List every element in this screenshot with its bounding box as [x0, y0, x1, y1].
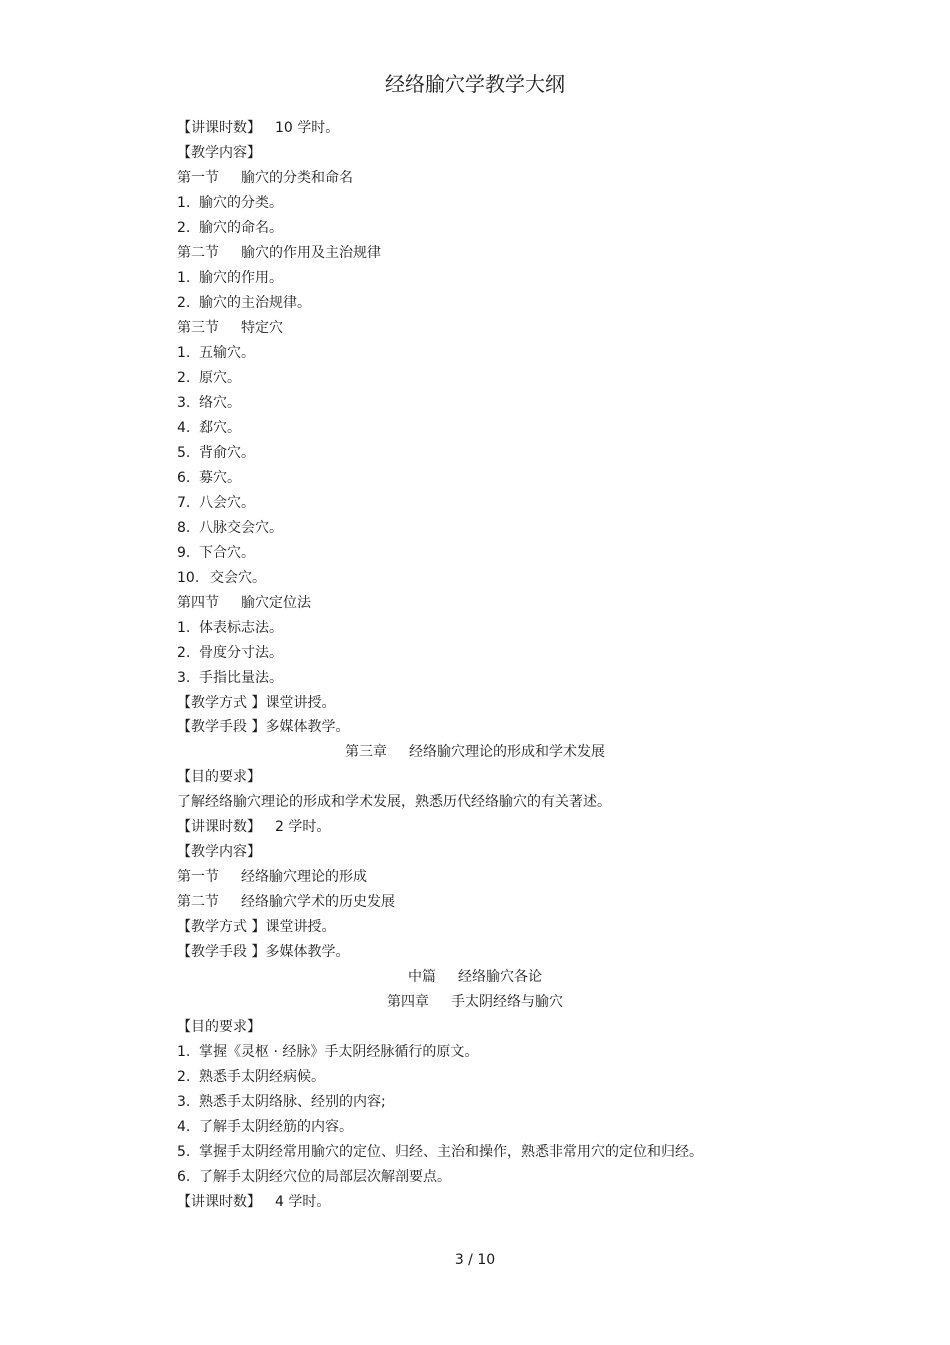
list-item: [177, 543, 255, 563]
list-item: [177, 468, 241, 488]
item-number: 10.: [177, 570, 200, 586]
item-number: 1.: [177, 195, 191, 211]
list-item: [177, 218, 283, 238]
hours-line: [177, 118, 339, 138]
item-text: 腧穴的作用。: [199, 270, 283, 286]
section-title: 特定穴: [241, 320, 283, 336]
hours-label: 【讲课时数】: [177, 819, 261, 835]
section-label: 第一节: [177, 869, 219, 885]
item-text: 骨度分寸法。: [199, 645, 283, 661]
item-text: 掌握手太阴经常用腧穴的定位、归经、主治和操作，熟悉非常用穴的定位和归经。: [199, 1144, 703, 1160]
item-number: 5.: [177, 445, 191, 461]
hours-line: [177, 1192, 330, 1212]
item-number: 1.: [177, 345, 191, 361]
item-text: 八会穴。: [199, 495, 255, 511]
part-label: 中篇: [408, 969, 436, 985]
section-heading: [177, 593, 311, 613]
list-item: [177, 568, 266, 588]
item-text: 募穴。: [199, 470, 241, 486]
list-item: [177, 1117, 353, 1137]
chapter-title: 手太阴经络与腧穴: [451, 994, 563, 1010]
means-value: 多媒体教学。: [265, 719, 350, 735]
item-text: 背俞穴。: [199, 445, 255, 461]
item-text: 下合穴。: [199, 545, 255, 561]
list-item: [177, 268, 283, 288]
section-label: 第三节: [177, 320, 219, 336]
item-number: 2.: [177, 370, 191, 386]
item-text: 郄穴。: [199, 420, 241, 436]
item-text: 交会穴。: [210, 570, 266, 586]
item-text: 原穴。: [199, 370, 241, 386]
item-text: 腧穴的分类。: [199, 195, 283, 211]
method-value: 课堂讲授。: [265, 919, 336, 935]
item-number: 2.: [177, 1069, 191, 1085]
section-heading: [177, 867, 367, 887]
item-number: 3.: [177, 395, 191, 411]
section-heading: [177, 243, 381, 263]
document-title: 经络腧穴学教学大纲: [385, 72, 565, 96]
item-text: 腧穴的命名。: [199, 220, 283, 236]
item-number: 4.: [177, 1119, 191, 1135]
item-text: 五输穴。: [199, 345, 255, 361]
teaching-method-line: [177, 917, 335, 937]
section-label: 第二节: [177, 894, 219, 910]
list-item: [177, 1167, 451, 1187]
item-text: 体表标志法。: [199, 620, 283, 636]
hours-line: [177, 817, 330, 837]
item-number: 1.: [177, 270, 191, 286]
chapter-title: 经络腧穴理论的形成和学术发展: [409, 744, 605, 760]
teaching-means-line: [177, 717, 349, 737]
content-label: 【教学内容】: [177, 145, 261, 161]
item-number: 3.: [177, 1094, 191, 1110]
list-item: [177, 343, 255, 363]
teaching-method-line: [177, 693, 335, 713]
item-number: 4.: [177, 420, 191, 436]
list-item: [177, 1142, 703, 1162]
section-heading: [177, 318, 283, 338]
list-item: [177, 493, 255, 513]
section-title: 腧穴的分类和命名: [241, 170, 353, 186]
method-label: 【教学方式 】: [177, 919, 266, 935]
item-number: 7.: [177, 495, 191, 511]
list-item: [177, 643, 283, 663]
means-label: 【教学手段 】: [177, 944, 266, 960]
item-text: 络穴。: [199, 395, 241, 411]
section-label: 第二节: [177, 245, 219, 261]
list-item: [177, 1067, 325, 1087]
section-heading: [177, 892, 395, 912]
hours-value: 4 学时。: [275, 1194, 331, 1210]
method-label: 【教学方式 】: [177, 695, 266, 711]
list-item: [177, 443, 255, 463]
part-title: 经络腧穴各论: [458, 969, 542, 985]
goal-label: 【目的要求】: [177, 769, 261, 785]
section-heading: [177, 168, 353, 188]
list-item: [177, 418, 241, 438]
teaching-means-line: [177, 942, 349, 962]
item-number: 2.: [177, 220, 191, 236]
item-number: 1.: [177, 620, 191, 636]
item-text: 了解手太阴经筋的内容。: [199, 1119, 353, 1135]
section-title: 经络腧穴学术的历史发展: [241, 894, 395, 910]
item-text: 熟悉手太阴经病候。: [199, 1069, 325, 1085]
item-number: 8.: [177, 520, 191, 536]
goal-label: 【目的要求】: [177, 1019, 261, 1035]
item-number: 1.: [177, 1044, 191, 1060]
item-number: 3.: [177, 670, 191, 686]
list-item: [177, 668, 283, 688]
list-item: [177, 393, 241, 413]
item-text: 掌握《灵枢 · 经脉》手太阴经脉循行的原文。: [199, 1044, 479, 1060]
list-item: [177, 1092, 386, 1112]
section-label: 第一节: [177, 170, 219, 186]
item-number: 6.: [177, 470, 191, 486]
hours-value: 2 学时。: [275, 819, 331, 835]
method-value: 课堂讲授。: [265, 695, 336, 711]
list-item: [177, 1042, 478, 1062]
hours-label: 【讲课时数】: [177, 120, 261, 136]
content-label: 【教学内容】: [177, 844, 261, 860]
item-number: 5.: [177, 1144, 191, 1160]
section-title: 腧穴定位法: [241, 595, 311, 611]
means-value: 多媒体教学。: [265, 944, 350, 960]
list-item: [177, 518, 283, 538]
list-item: [177, 193, 283, 213]
chapter-heading: [0, 992, 950, 1012]
list-item: [177, 368, 241, 388]
means-label: 【教学手段 】: [177, 719, 266, 735]
chapter-label: 第三章: [345, 744, 387, 760]
goal-text: 了解经络腧穴理论的形成和学术发展，熟悉历代经络腧穴的有关著述。: [177, 794, 611, 810]
item-text: 手指比量法。: [199, 670, 283, 686]
chapter-heading: [0, 742, 950, 762]
hours-value: 10 学时。: [275, 120, 340, 136]
item-number: 2.: [177, 295, 191, 311]
item-number: 9.: [177, 545, 191, 561]
hours-label: 【讲课时数】: [177, 1194, 261, 1210]
section-label: 第四节: [177, 595, 219, 611]
list-item: [177, 618, 283, 638]
item-number: 6.: [177, 1169, 191, 1185]
part-heading: [0, 967, 950, 987]
item-text: 腧穴的主治规律。: [199, 295, 311, 311]
page-number: 3 / 10: [454, 1252, 496, 1268]
list-item: [177, 293, 311, 313]
item-text: 了解手太阴经穴位的局部层次解剖要点。: [199, 1169, 451, 1185]
item-text: 八脉交会穴。: [199, 520, 283, 536]
section-title: 经络腧穴理论的形成: [241, 869, 367, 885]
item-number: 2.: [177, 645, 191, 661]
section-title: 腧穴的作用及主治规律: [241, 245, 381, 261]
item-text: 熟悉手太阴络脉、经别的内容;: [199, 1094, 386, 1110]
chapter-label: 第四章: [387, 994, 429, 1010]
